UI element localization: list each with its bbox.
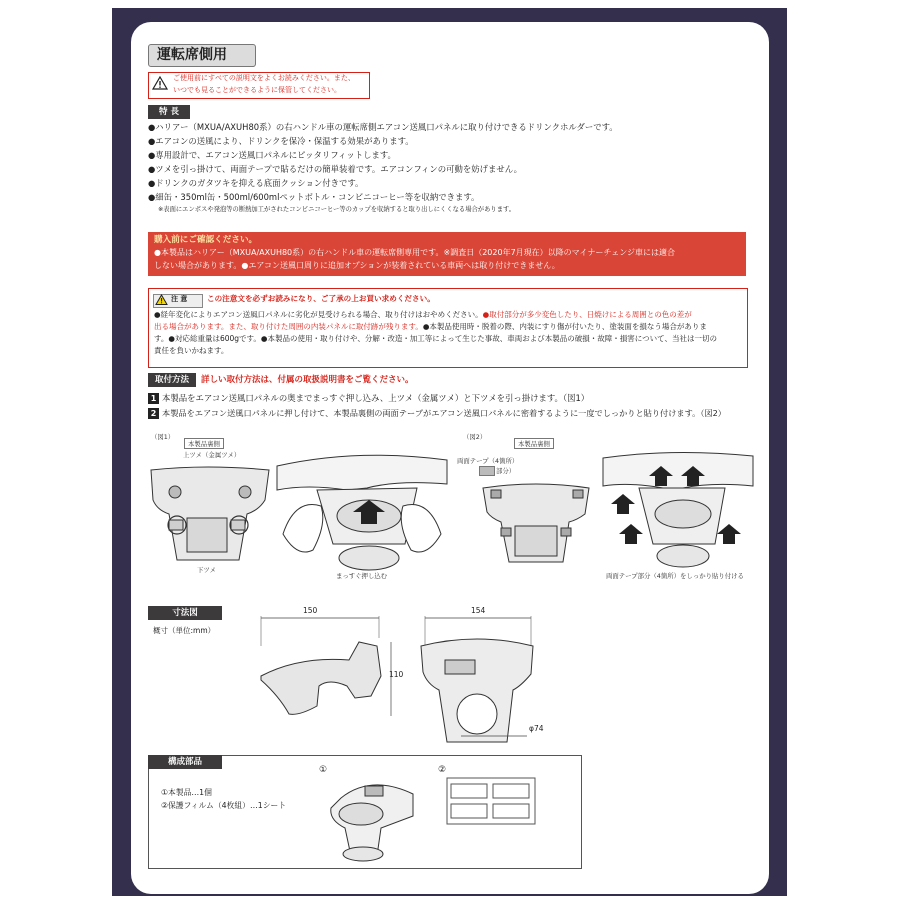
fig2-back-label: 本製品裏側 <box>514 438 554 449</box>
parts-heading: 構成部品 <box>148 755 222 769</box>
feature-item: ●ドリンクのガタツキを抑える底面クッション付きです。 <box>148 178 364 188</box>
features-heading: 特 長 <box>148 105 190 119</box>
feature-item: ●専用設計で、エアコン送風口パネルにピッタリフィットします。 <box>148 150 396 160</box>
feature-note: ※表面にエンボスや発泡等の断熱加工がされたコンビニコーヒー等のカップを収納すると取り出しにくくなる場合があります。 <box>158 206 516 213</box>
confirm-line-2: しない場合があります。●エアコン送風口周りに追加オプションが装着されている車両へは取り付けできません。 <box>154 261 560 270</box>
holder-illustration <box>321 768 421 864</box>
fig2-tape-label: 両面テープ（4箇所） <box>457 457 519 465</box>
step-text: 本製品をエアコン送風口パネルに押し付けて、本製品裏側の両面テープがエアコン送風口パネルに密着するように一度でしっかりと貼り付けます。（図2） <box>162 408 726 418</box>
parts-item: ②保護フィルム（4枚組）…1シート <box>161 801 287 810</box>
fig1-caption: まっすぐ押し込む <box>336 572 388 580</box>
side-view-drawing <box>259 616 389 726</box>
feature-item: ●ツメを引っ掛けて、両面テープで貼るだけの簡単装着です。エアコンフィンの可動を妨げません。 <box>148 164 523 174</box>
fig2-label: （図2） <box>463 433 487 441</box>
step-number: 2 <box>148 408 159 419</box>
step-number: 1 <box>148 393 159 404</box>
tape-swatch <box>479 466 495 476</box>
confirm-line-1: ●本製品はハリアー（MXUA/AXUH80系）の右ハンドル車の運転席側専用です。※調査日（2020年7月現在）以降のマイナーチェンジ車には適合 <box>154 248 676 257</box>
notice-intro: この注意文を必ずお読みになり、ご了承の上お買い求めください。 <box>207 294 435 303</box>
confirm-heading: 購入前にご確認ください。 <box>154 235 258 245</box>
fig1-label: （図1） <box>151 433 175 441</box>
fig1-lower-claw-label: 下ツメ <box>197 566 217 574</box>
notice-line-4: 責任を負いかねます。 <box>154 346 229 355</box>
parts-item: ①本製品…1個 <box>161 788 212 797</box>
caution-line-2: いつでも見ることができるように保管してください。 <box>173 86 341 94</box>
fig1-upper-claw-label: 上ツメ（金属ツメ） <box>183 451 241 459</box>
notice-line-2: 出る場合があります。また、取り付けた周囲の内装パネルに取付跡が残ります。●本製品使用時・脱着の際、内装にすり傷が付いたり、塗装面を損なう場合がありま <box>154 322 707 331</box>
dim-width-side: 150 <box>303 606 318 615</box>
fig2-back-illustration <box>481 478 591 564</box>
notice-line-3: す。●対応総重量は600gです。●本製品の使用・取り付けや、分解・改造・加工等によって生じた事故、車両および本製品の破損・故障・損害について、当社は一切の <box>154 334 718 343</box>
fig1-back-label: 本製品裏側 <box>184 438 224 449</box>
dim-width-front: 154 <box>471 606 486 615</box>
fig2-tape-part: 部分） <box>496 467 516 475</box>
fig2-mounted-illustration <box>603 452 753 570</box>
feature-item: ●細缶・350ml缶・500ml/600mlペットボトル・コンビニコーヒー等を収納できます。 <box>148 192 480 202</box>
warning-icon <box>153 77 167 90</box>
fig2-caption: 両面テープ部分（4箇所）をしっかり貼り付ける <box>606 572 744 580</box>
dim-height: 110 <box>389 670 404 679</box>
parts-marker-1: ① <box>319 765 328 775</box>
warning-icon <box>156 295 167 305</box>
fig1-back-illustration <box>147 462 273 562</box>
dim-diameter: φ74 <box>529 724 544 733</box>
notice-line-1: ●経年変化によりエアコン送風口パネルに劣化が見受けられる場合、取り付けはおやめください。●取付部分が多少変色したり、日焼けによる周囲との色の差が <box>154 310 692 319</box>
page-title-text: 運転席側用 <box>157 47 227 63</box>
install-subheading: 詳しい取付方法は、付属の取扱説明書をご覧ください。 <box>201 375 414 385</box>
feature-item: ●エアコンの送風により、ドリンクを保冷・保温する効果があります。 <box>148 136 414 146</box>
front-view-drawing <box>421 616 561 756</box>
dimensions-heading: 寸法図 <box>148 606 222 620</box>
parts-marker-2: ② <box>438 765 447 775</box>
film-sheet-illustration <box>447 778 537 828</box>
notice-label: 注 意 <box>171 295 188 303</box>
fig1-hands-illustration <box>277 454 447 572</box>
dimensions-unit: 概寸（単位:mm） <box>153 626 216 635</box>
install-heading: 取付方法 <box>148 373 196 387</box>
instruction-sheet <box>131 22 769 894</box>
caution-line-1: ご使用前にすべての説明文をよくお読みください。また、 <box>173 74 355 82</box>
feature-item: ●ハリアー（MXUA/AXUH80系）の右ハンドル車の運転席側エアコン送風口パネルに取り付けできるドリンクホルダーです。 <box>148 122 618 132</box>
step-text: 本製品をエアコン送風口パネルの奥までまっすぐ押し込み、上ツメ（金属ツメ）と下ツメを引っ掛けます。（図1） <box>162 393 590 403</box>
